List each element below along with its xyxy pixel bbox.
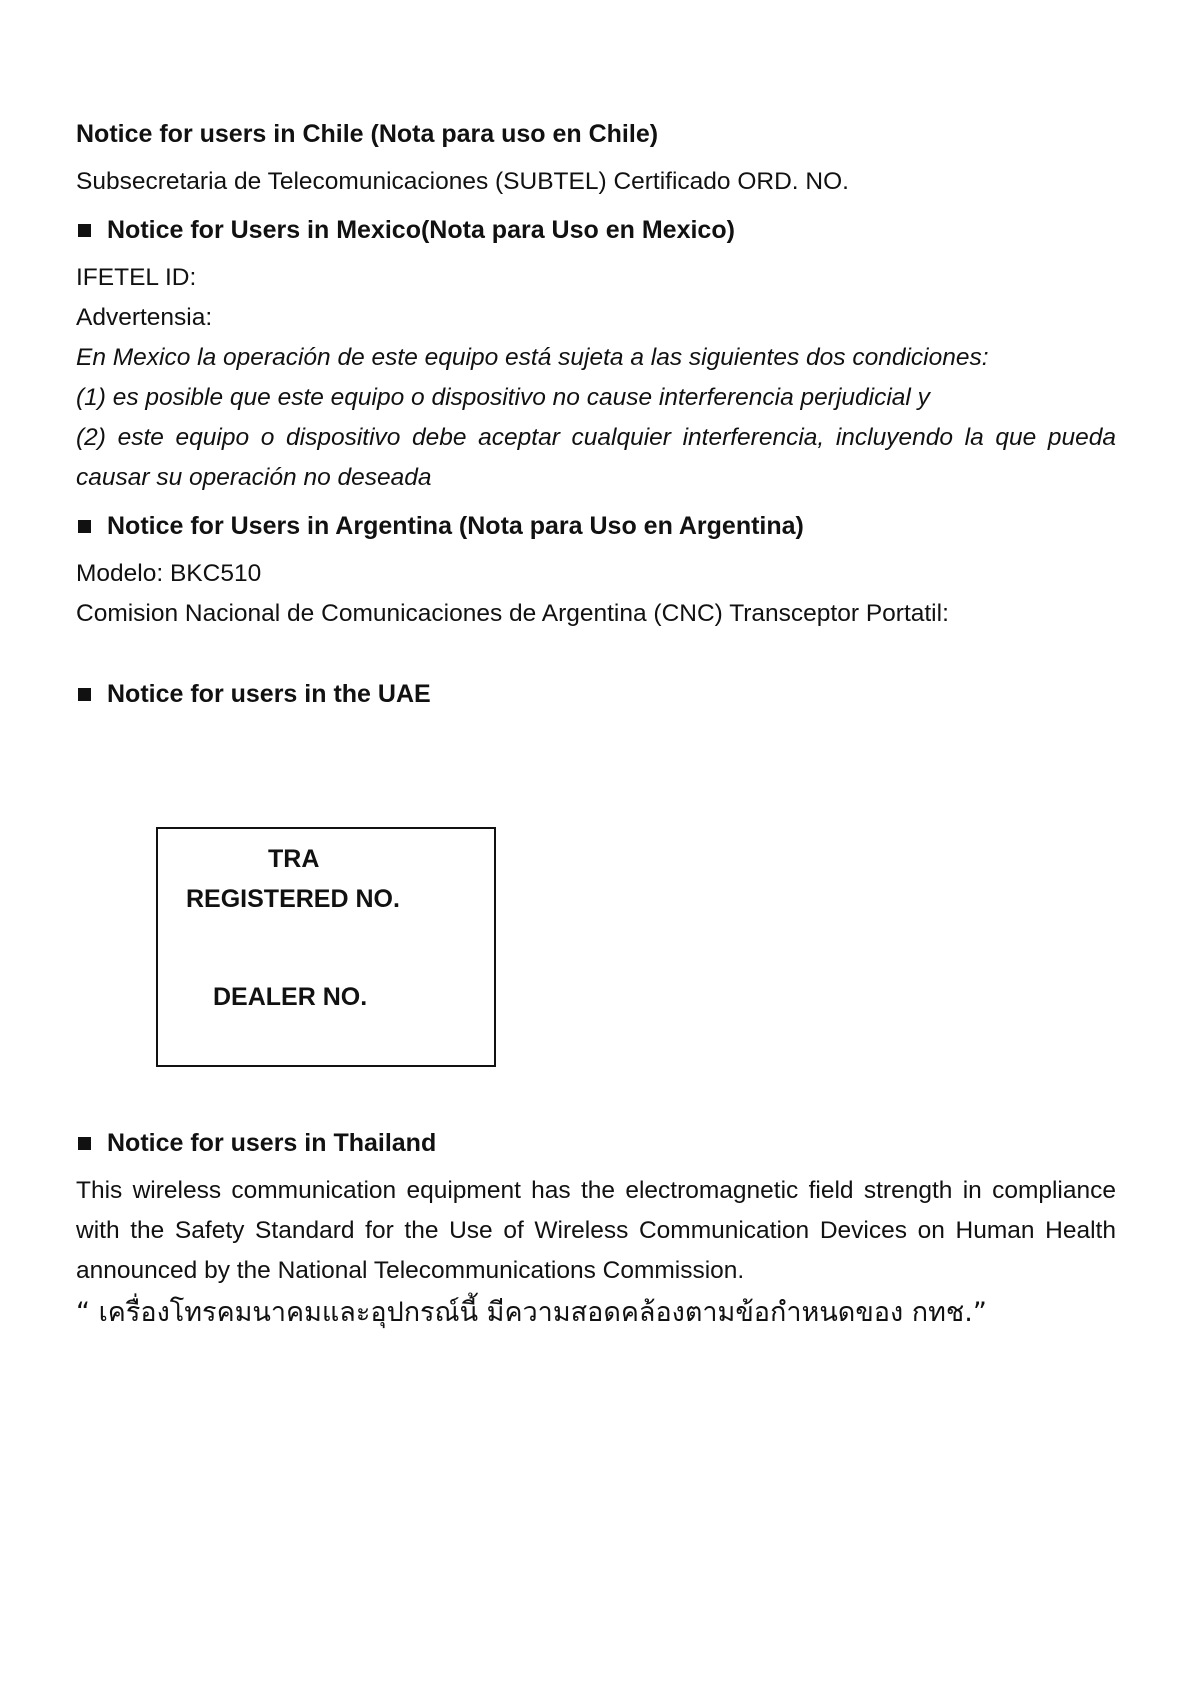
mexico-condition-1: (1) es posible que este equipo o dispositivo no cause interferencia perjudicial y [76, 384, 930, 411]
square-bullet-icon [78, 1137, 91, 1150]
thailand-body: This wireless communication equipment has the electromagnetic field strength in compliance with the Safety Standard for the Use of Wireless Communication Devices on Human Health announced by the National Telecommunications Commission. [76, 1177, 1116, 1284]
argentina-heading: Notice for Users in Argentina (Nota para Uso en Argentina) [107, 512, 804, 540]
square-bullet-icon [78, 520, 91, 533]
square-bullet-icon [78, 688, 91, 701]
mexico-heading-row [76, 214, 1116, 246]
thailand-heading: Notice for users in Thailand [107, 1129, 437, 1157]
dealer-no-label: DEALER NO. [213, 983, 368, 1011]
thailand-thai-quote: “ เครื่องโทรคมนาคมและอุปกรณ์นี้ มีความสอดคล้องตามข้อกำหนดของ กทช.” [76, 1297, 987, 1328]
mexico-heading: Notice for Users in Mexico(Nota para Uso en Mexico) [107, 216, 735, 244]
tra-registration-box [156, 827, 496, 1067]
square-bullet-icon [78, 224, 91, 237]
thailand-heading-row [76, 1127, 1116, 1159]
mexico-condition-2: (2) este equipo o dispositivo debe aceptar cualquier interferencia, incluyendo la que pueda causar su operación no deseada [76, 424, 1116, 491]
document-page [76, 118, 1116, 710]
thailand-section [76, 1127, 1116, 1335]
uae-heading: Notice for users in the UAE [107, 680, 431, 708]
mexico-condition-intro: En Mexico la operación de este equipo está sujeta a las siguientes dos condiciones: [76, 344, 989, 371]
argentina-cnc-line: Comision Nacional de Comunicaciones de Argentina (CNC) Transceptor Portatil: [76, 600, 949, 627]
argentina-modelo: Modelo: BKC510 [76, 560, 262, 587]
ifetel-id-line: IFETEL ID: [76, 264, 197, 291]
argentina-heading-row [76, 510, 1116, 542]
chile-subtel-line: Subsecretaria de Telecomunicaciones (SUBTEL) Certificado ORD. NO. [76, 168, 849, 195]
registered-no-label: REGISTERED NO. [186, 885, 400, 913]
advertencia-line: Advertensia: [76, 304, 213, 331]
uae-heading-row [76, 678, 1116, 710]
tra-label: TRA [268, 845, 320, 873]
chile-heading: Notice for users in Chile (Nota para uso en Chile) [76, 120, 659, 148]
